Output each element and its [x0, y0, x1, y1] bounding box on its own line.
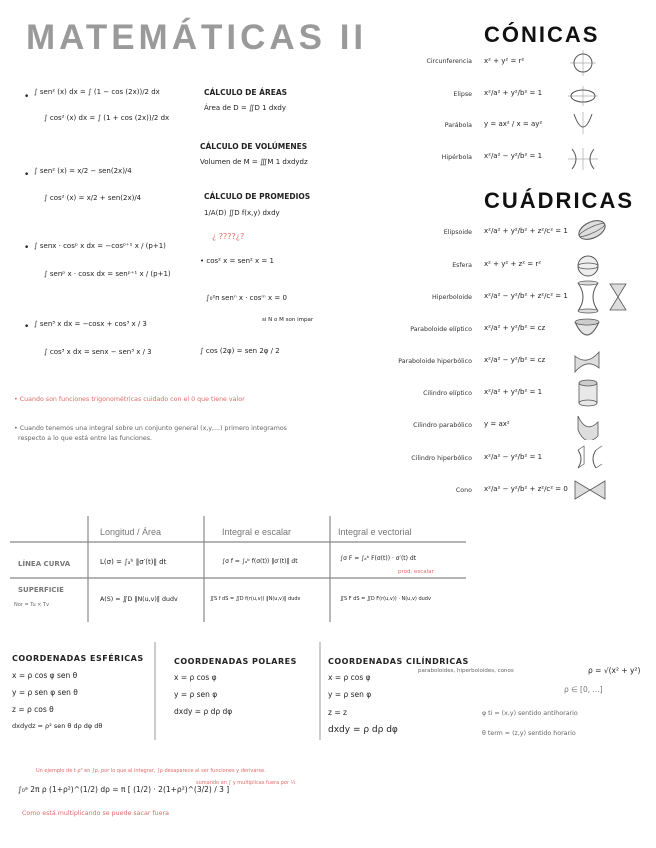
formula: • cos² x = sen² x = 1 — [200, 257, 274, 265]
question-marks: ¿ ????¿? — [212, 232, 245, 241]
cuadrica-formula: x²/a² + y²/b² + z²/c² = 1 — [484, 227, 568, 235]
sphere-sketch-icon — [574, 252, 602, 280]
formula: 1/A(D) ∬D f(x,y) dxdy — [204, 209, 280, 217]
coord-formula: x = ρ cos φ — [328, 673, 371, 682]
table-header: Integral e escalar — [222, 527, 292, 537]
bullet: • — [24, 92, 30, 102]
section-heading: CÁLCULO DE PROMEDIOS — [204, 192, 311, 201]
conica-formula: y = ax² / x = ay² — [484, 120, 543, 128]
elliptic-cylinder-sketch-icon — [576, 378, 600, 408]
integral-formula: ∫ cos² (x) dx = ∫ (1 + cos (2x))/2 dx — [44, 114, 170, 122]
cuadrica-formula: y = ax² — [484, 420, 510, 428]
conica-label: Circunferencia — [426, 58, 472, 65]
integral-formula: ∫ senᵖ x · cosx dx = senᵖ⁺¹ x / (p+1) — [44, 270, 171, 278]
coord-heading: COORDENADAS CILÍNDRICAS — [328, 657, 469, 666]
integral-formula: ∫ sen² (x) = x/2 − sen(2x)/4 — [34, 167, 132, 175]
red-note: sumando en ∫ y multiplicas fuera por ½ — [196, 780, 296, 786]
coord-heading: COORDENADAS ESFÉRICAS — [12, 654, 144, 663]
integral-formula: ∫ senx · cosᵖ x dx = −cosᵖ⁺¹ x / (p+1) — [34, 242, 166, 250]
integral-formula: ∫ sen³ x dx = −cosx + cos³ x / 3 — [34, 320, 147, 328]
bullet: • — [24, 243, 30, 253]
red-note: Como está multiplicando se puede sacar fuera — [22, 810, 169, 817]
cuadrica-label: Cilindro hiperbólico — [411, 455, 472, 462]
parabolic-cylinder-sketch-icon — [574, 412, 602, 440]
coord-formula: y = ρ sen φ — [328, 690, 372, 699]
cuadrica-label: Cilindro elíptico — [423, 390, 472, 397]
theta-note: θ term = (z,y) sentido horario — [482, 730, 576, 737]
cuadrica-label: Elipsoide — [443, 229, 472, 236]
cuadricas-header: CUÁDRICAS — [484, 188, 634, 213]
cuadrica-label: Hiperboloide — [431, 294, 472, 301]
grey-note: respecto a lo que está entre las funciones. — [18, 435, 153, 442]
section-heading: CÁLCULO DE ÁREAS — [204, 88, 288, 97]
rho-range: ρ ∈ [0, ...] — [564, 685, 603, 694]
table-cell: ∫σ f = ∫ₐᵇ f(σ(t)) ‖σ′(t)‖ dt — [222, 558, 298, 565]
cone-sketch-icon — [572, 478, 608, 502]
coord-formula: y = ρ sen φ — [174, 690, 218, 699]
table-note: prod. escalar — [398, 569, 434, 575]
coord-formula: dxdy = ρ dρ dφ — [328, 725, 398, 735]
coord-formula: x = ρ cos φ — [174, 673, 217, 682]
coord-formula: x = ρ cos φ sen θ — [12, 671, 78, 680]
formula: Volumen de M = ∭M 1 dxdydz — [200, 158, 308, 166]
ellipsoid-sketch-icon — [572, 216, 612, 244]
cuadrica-label: Cilindro parabólico — [413, 422, 472, 429]
parabola-sketch-icon — [570, 110, 596, 136]
red-note: • Cuando son funciones trigonométricas cuidado con el 0 que tiene valor — [14, 396, 245, 403]
cuadrica-label: Paraboloide elíptico — [410, 326, 472, 333]
integral-formula: ∫ sen² (x) dx = ∫ (1 − cos (2x))/2 dx — [34, 88, 160, 96]
integral-formula: ∫ cos³ x dx = senx − sen³ x / 3 — [44, 348, 152, 356]
table-header: Integral e vectorial — [338, 527, 412, 537]
coord-formula: z = ρ cos θ — [12, 705, 54, 714]
hyperbolic-paraboloid-sketch-icon — [572, 346, 602, 376]
bullet: • — [24, 170, 30, 180]
conica-label: Parábola — [444, 122, 472, 129]
cuadrica-formula: x²/a² + y²/b² = 1 — [484, 388, 543, 396]
coord-formula: z = z — [328, 708, 347, 717]
cuadrica-formula: x²/a² − y²/b² = 1 — [484, 453, 543, 461]
ellipse-sketch-icon — [566, 84, 600, 108]
cuadrica-formula: x²/a² − y²/b² + z²/c² = 1 — [484, 292, 568, 300]
cuadrica-label: Paraboloide hiperbólico — [398, 358, 472, 365]
bullet: • — [24, 322, 30, 332]
conica-label: Elipse — [453, 91, 472, 98]
page-title: MATEMÁTICAS II — [26, 18, 368, 57]
rho-formula: ρ = √(x² + y²) — [588, 666, 641, 675]
table-cell: L(σ) = ∫ₐᵇ ‖σ′(t)‖ dt — [100, 558, 167, 566]
elliptic-paraboloid-sketch-icon — [572, 318, 602, 342]
conicas-header: CÓNICAS — [484, 22, 600, 47]
cuadrica-formula: x²/a² − y²/b² + z²/c² = 0 — [484, 485, 568, 493]
section-heading: CÁLCULO DE VOLÚMENES — [200, 142, 308, 151]
formula: ∫ cos (2φ) = sen 2φ / 2 — [200, 347, 280, 355]
cuadrica-formula: x² + y² + z² = r² — [484, 260, 542, 268]
table-header: Longitud / Área — [100, 527, 162, 537]
cuadrica-formula: x²/a² + y²/b² = cz — [484, 324, 546, 332]
integral-formula: ∫ cos² (x) = x/2 + sen(2x)/4 — [44, 194, 142, 202]
formula: ∫₀²ᴨ senⁿ x · cosᵐ x = 0 — [206, 294, 287, 302]
coord-formula: dxdy = ρ dρ dφ — [174, 707, 233, 716]
phi-note: φ ti = (x,y) sentido antihorario — [482, 710, 578, 717]
table-row-sublabel: Nor = Tu × Tv — [14, 602, 50, 608]
coord-subtitle: paraboloides, hiperboloides, conos — [418, 668, 514, 674]
circle-sketch-icon — [568, 48, 598, 78]
table-cell: ∬S f dS = ∬D f(r(u,v)) ‖N(u,v)‖ dudv — [210, 596, 301, 602]
cuadrica-label: Cono — [455, 487, 472, 494]
bottom-formula: ∫₀ᵃ 2π ρ (1+ρ²)^(1/2) dρ = π [ (1/2) · 2(1+ρ²)^(3/2) / 3 ] — [18, 785, 230, 794]
hyperboloid-sketch-icon — [574, 280, 632, 314]
coord-formula: dxdydz = ρ² sen θ dρ dφ dθ — [12, 722, 103, 730]
coord-heading: COORDENADAS POLARES — [174, 657, 297, 666]
conica-label: Hipérbola — [441, 154, 472, 161]
red-note: Un ejemplo de t·ρ² en ∫ρ, por lo que al integrar, ∫ρ desaparece al ser funciones y derivarse. — [36, 768, 266, 774]
grey-note: • Cuando tenemos una integral sobre un conjunto general (x,y,...) primero integramos — [14, 425, 287, 432]
cuadrica-label: Esfera — [452, 262, 472, 269]
table-row-label: SUPERFICIE — [18, 586, 64, 594]
table-cell: ∫σ F = ∫ₐᵇ F(σ(t)) · σ′(t) dt — [340, 555, 417, 562]
formula: Área de D = ∬D 1 dxdy — [204, 104, 287, 112]
hyperbolic-cylinder-sketch-icon — [574, 444, 604, 474]
conica-formula: x² + y² = r² — [484, 57, 525, 65]
conica-formula: x²/a² + y²/b² = 1 — [484, 89, 543, 97]
cuadrica-formula: x²/a² − y²/b² = cz — [484, 356, 546, 364]
table-cell: A(S) = ∬D ‖N(u,v)‖ dudv — [100, 596, 178, 603]
note: si N o M son impar — [262, 317, 314, 323]
conica-formula: x²/a² − y²/b² = 1 — [484, 152, 543, 160]
coord-formula: y = ρ sen φ sen θ — [12, 688, 78, 697]
table-row-label: LÍNEA CURVA — [18, 560, 71, 568]
hyperbola-sketch-icon — [566, 146, 600, 172]
table-cell: ∬S F dS = ∬D F(r(u,v)) · N(u,v) dudv — [340, 596, 431, 602]
